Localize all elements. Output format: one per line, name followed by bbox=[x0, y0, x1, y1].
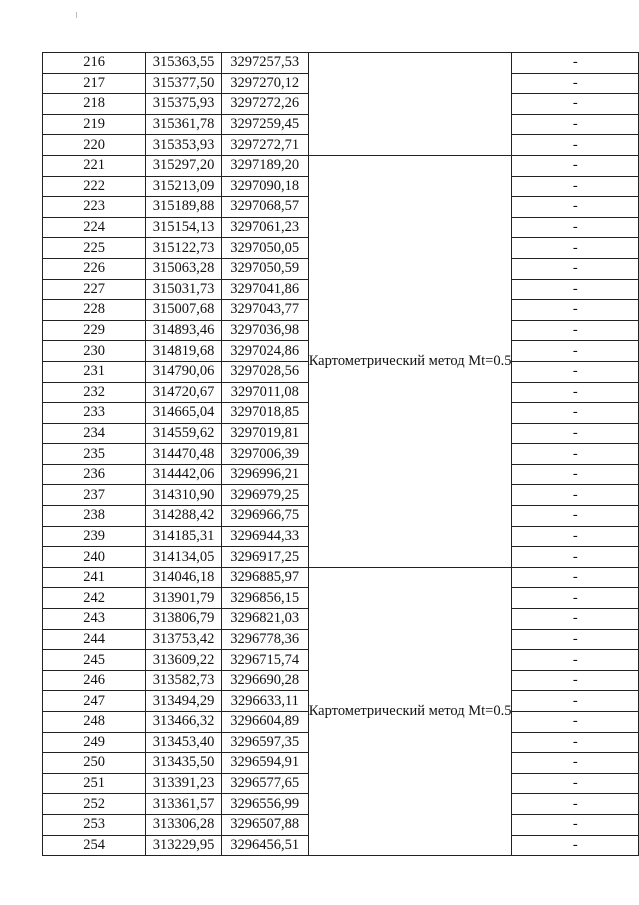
y-coordinate-cell: 3296778,36 bbox=[221, 629, 308, 650]
point-number-cell: 248 bbox=[43, 712, 146, 733]
point-number-cell: 231 bbox=[43, 361, 146, 382]
point-number-cell: 223 bbox=[43, 197, 146, 218]
dash-cell: - bbox=[512, 53, 639, 74]
y-coordinate-cell: 3296885,97 bbox=[221, 567, 308, 588]
y-coordinate-cell: 3297189,20 bbox=[221, 155, 308, 176]
y-coordinate-cell: 3296577,65 bbox=[221, 773, 308, 794]
y-coordinate-cell: 3297272,71 bbox=[221, 135, 308, 156]
method-cell: Картометрический метод Mt=0.5 bbox=[308, 567, 512, 855]
dash-cell: - bbox=[512, 73, 639, 94]
point-number-cell: 221 bbox=[43, 155, 146, 176]
y-coordinate-cell: 3296507,88 bbox=[221, 814, 308, 835]
point-number-cell: 243 bbox=[43, 609, 146, 630]
dash-cell: - bbox=[512, 794, 639, 815]
y-coordinate-cell: 3296690,28 bbox=[221, 670, 308, 691]
point-number-cell: 246 bbox=[43, 670, 146, 691]
table-row bbox=[43, 53, 639, 74]
dash-cell: - bbox=[512, 485, 639, 506]
point-number-cell: 236 bbox=[43, 464, 146, 485]
dash-cell: - bbox=[512, 320, 639, 341]
dash-cell: - bbox=[512, 835, 639, 856]
dash-cell: - bbox=[512, 691, 639, 712]
point-number-cell: 239 bbox=[43, 526, 146, 547]
x-coordinate-cell: 314288,42 bbox=[146, 506, 221, 527]
x-coordinate-cell: 314442,06 bbox=[146, 464, 221, 485]
y-coordinate-cell: 3297011,08 bbox=[221, 382, 308, 403]
x-coordinate-cell: 313306,28 bbox=[146, 814, 221, 835]
y-coordinate-cell: 3297270,12 bbox=[221, 73, 308, 94]
dash-cell: - bbox=[512, 197, 639, 218]
dash-cell: - bbox=[512, 567, 639, 588]
dash-cell: - bbox=[512, 341, 639, 362]
point-number-cell: 240 bbox=[43, 547, 146, 568]
point-number-cell: 251 bbox=[43, 773, 146, 794]
x-coordinate-cell: 313391,23 bbox=[146, 773, 221, 794]
y-coordinate-cell: 3297028,56 bbox=[221, 361, 308, 382]
point-number-cell: 225 bbox=[43, 238, 146, 259]
point-number-cell: 234 bbox=[43, 423, 146, 444]
y-coordinate-cell: 3297050,05 bbox=[221, 238, 308, 259]
point-number-cell: 235 bbox=[43, 444, 146, 465]
y-coordinate-cell: 3296633,11 bbox=[221, 691, 308, 712]
x-coordinate-cell: 313806,79 bbox=[146, 609, 221, 630]
x-coordinate-cell: 314134,05 bbox=[146, 547, 221, 568]
dash-cell: - bbox=[512, 279, 639, 300]
y-coordinate-cell: 3297061,23 bbox=[221, 217, 308, 238]
method-cell bbox=[308, 53, 512, 156]
x-coordinate-cell: 315007,68 bbox=[146, 300, 221, 321]
point-number-cell: 244 bbox=[43, 629, 146, 650]
dash-cell: - bbox=[512, 176, 639, 197]
x-coordinate-cell: 313453,40 bbox=[146, 732, 221, 753]
point-number-cell: 227 bbox=[43, 279, 146, 300]
point-number-cell: 228 bbox=[43, 300, 146, 321]
x-coordinate-cell: 315031,73 bbox=[146, 279, 221, 300]
x-coordinate-cell: 315154,13 bbox=[146, 217, 221, 238]
y-coordinate-cell: 3297257,53 bbox=[221, 53, 308, 74]
x-coordinate-cell: 315189,88 bbox=[146, 197, 221, 218]
y-coordinate-cell: 3296556,99 bbox=[221, 794, 308, 815]
y-coordinate-cell: 3296821,03 bbox=[221, 609, 308, 630]
dash-cell: - bbox=[512, 155, 639, 176]
point-number-cell: 241 bbox=[43, 567, 146, 588]
y-coordinate-cell: 3296597,35 bbox=[221, 732, 308, 753]
dash-cell: - bbox=[512, 217, 639, 238]
y-coordinate-cell: 3297024,86 bbox=[221, 341, 308, 362]
y-coordinate-cell: 3297068,57 bbox=[221, 197, 308, 218]
x-coordinate-cell: 314819,68 bbox=[146, 341, 221, 362]
point-number-cell: 220 bbox=[43, 135, 146, 156]
dash-cell: - bbox=[512, 526, 639, 547]
y-coordinate-cell: 3296856,15 bbox=[221, 588, 308, 609]
dash-cell: - bbox=[512, 464, 639, 485]
dash-cell: - bbox=[512, 712, 639, 733]
y-coordinate-cell: 3297019,81 bbox=[221, 423, 308, 444]
x-coordinate-cell: 313466,32 bbox=[146, 712, 221, 733]
dash-cell: - bbox=[512, 506, 639, 527]
point-number-cell: 238 bbox=[43, 506, 146, 527]
point-number-cell: 232 bbox=[43, 382, 146, 403]
point-number-cell: 229 bbox=[43, 320, 146, 341]
dash-cell: - bbox=[512, 629, 639, 650]
y-coordinate-cell: 3297090,18 bbox=[221, 176, 308, 197]
point-number-cell: 233 bbox=[43, 403, 146, 424]
dash-cell: - bbox=[512, 814, 639, 835]
y-coordinate-cell: 3296917,25 bbox=[221, 547, 308, 568]
method-cell: Картометрический метод Mt=0.5 bbox=[308, 155, 512, 567]
dash-cell: - bbox=[512, 732, 639, 753]
point-number-cell: 237 bbox=[43, 485, 146, 506]
point-number-cell: 219 bbox=[43, 114, 146, 135]
y-coordinate-cell: 3297041,86 bbox=[221, 279, 308, 300]
y-coordinate-cell: 3297018,85 bbox=[221, 403, 308, 424]
dash-cell: - bbox=[512, 300, 639, 321]
x-coordinate-cell: 314559,62 bbox=[146, 423, 221, 444]
y-coordinate-cell: 3297272,26 bbox=[221, 94, 308, 115]
x-coordinate-cell: 313494,29 bbox=[146, 691, 221, 712]
dash-cell: - bbox=[512, 403, 639, 424]
x-coordinate-cell: 314790,06 bbox=[146, 361, 221, 382]
x-coordinate-cell: 314470,48 bbox=[146, 444, 221, 465]
point-number-cell: 217 bbox=[43, 73, 146, 94]
y-coordinate-cell: 3296966,75 bbox=[221, 506, 308, 527]
point-number-cell: 253 bbox=[43, 814, 146, 835]
dash-cell: - bbox=[512, 773, 639, 794]
table-row bbox=[43, 155, 639, 176]
dash-cell: - bbox=[512, 444, 639, 465]
point-number-cell: 254 bbox=[43, 835, 146, 856]
coordinates-table-body bbox=[43, 53, 639, 856]
x-coordinate-cell: 313361,57 bbox=[146, 794, 221, 815]
point-number-cell: 226 bbox=[43, 258, 146, 279]
dash-cell: - bbox=[512, 753, 639, 774]
point-number-cell: 245 bbox=[43, 650, 146, 671]
x-coordinate-cell: 315361,78 bbox=[146, 114, 221, 135]
y-coordinate-cell: 3297050,59 bbox=[221, 258, 308, 279]
x-coordinate-cell: 315375,93 bbox=[146, 94, 221, 115]
y-coordinate-cell: 3296979,25 bbox=[221, 485, 308, 506]
x-coordinate-cell: 313901,79 bbox=[146, 588, 221, 609]
x-coordinate-cell: 315213,09 bbox=[146, 176, 221, 197]
dash-cell: - bbox=[512, 238, 639, 259]
x-coordinate-cell: 315377,50 bbox=[146, 73, 221, 94]
point-number-cell: 242 bbox=[43, 588, 146, 609]
y-coordinate-cell: 3296996,21 bbox=[221, 464, 308, 485]
point-number-cell: 249 bbox=[43, 732, 146, 753]
y-coordinate-cell: 3297259,45 bbox=[221, 114, 308, 135]
x-coordinate-cell: 314893,46 bbox=[146, 320, 221, 341]
y-coordinate-cell: 3297006,39 bbox=[221, 444, 308, 465]
dash-cell: - bbox=[512, 650, 639, 671]
point-number-cell: 218 bbox=[43, 94, 146, 115]
dash-cell: - bbox=[512, 609, 639, 630]
x-coordinate-cell: 313229,95 bbox=[146, 835, 221, 856]
x-coordinate-cell: 313582,73 bbox=[146, 670, 221, 691]
scan-speck bbox=[76, 12, 77, 18]
dash-cell: - bbox=[512, 258, 639, 279]
x-coordinate-cell: 313753,42 bbox=[146, 629, 221, 650]
dash-cell: - bbox=[512, 670, 639, 691]
dash-cell: - bbox=[512, 423, 639, 444]
dash-cell: - bbox=[512, 382, 639, 403]
coordinates-table bbox=[42, 52, 639, 856]
y-coordinate-cell: 3297036,98 bbox=[221, 320, 308, 341]
dash-cell: - bbox=[512, 588, 639, 609]
point-number-cell: 224 bbox=[43, 217, 146, 238]
y-coordinate-cell: 3297043,77 bbox=[221, 300, 308, 321]
dash-cell: - bbox=[512, 547, 639, 568]
point-number-cell: 222 bbox=[43, 176, 146, 197]
x-coordinate-cell: 315363,55 bbox=[146, 53, 221, 74]
dash-cell: - bbox=[512, 114, 639, 135]
y-coordinate-cell: 3296604,89 bbox=[221, 712, 308, 733]
point-number-cell: 250 bbox=[43, 753, 146, 774]
point-number-cell: 230 bbox=[43, 341, 146, 362]
point-number-cell: 216 bbox=[43, 53, 146, 74]
point-number-cell: 252 bbox=[43, 794, 146, 815]
dash-cell: - bbox=[512, 94, 639, 115]
point-number-cell: 247 bbox=[43, 691, 146, 712]
x-coordinate-cell: 314046,18 bbox=[146, 567, 221, 588]
y-coordinate-cell: 3296456,51 bbox=[221, 835, 308, 856]
x-coordinate-cell: 314665,04 bbox=[146, 403, 221, 424]
y-coordinate-cell: 3296594,91 bbox=[221, 753, 308, 774]
x-coordinate-cell: 315353,93 bbox=[146, 135, 221, 156]
x-coordinate-cell: 313609,22 bbox=[146, 650, 221, 671]
x-coordinate-cell: 314310,90 bbox=[146, 485, 221, 506]
x-coordinate-cell: 315063,28 bbox=[146, 258, 221, 279]
x-coordinate-cell: 314720,67 bbox=[146, 382, 221, 403]
table-row bbox=[43, 567, 639, 588]
y-coordinate-cell: 3296715,74 bbox=[221, 650, 308, 671]
y-coordinate-cell: 3296944,33 bbox=[221, 526, 308, 547]
x-coordinate-cell: 315297,20 bbox=[146, 155, 221, 176]
x-coordinate-cell: 313435,50 bbox=[146, 753, 221, 774]
x-coordinate-cell: 314185,31 bbox=[146, 526, 221, 547]
dash-cell: - bbox=[512, 361, 639, 382]
x-coordinate-cell: 315122,73 bbox=[146, 238, 221, 259]
dash-cell: - bbox=[512, 135, 639, 156]
